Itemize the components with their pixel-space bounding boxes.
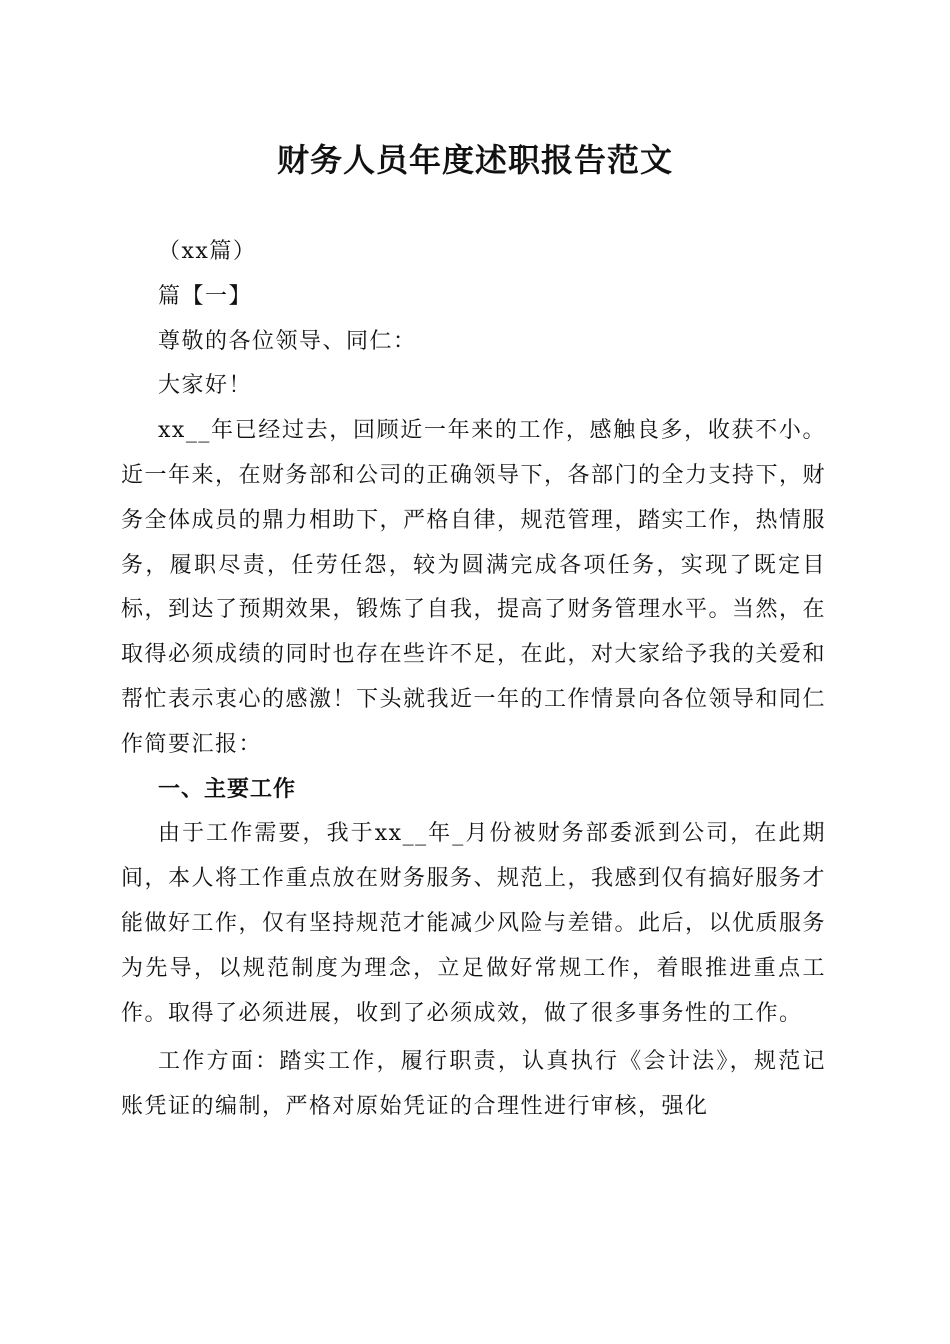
paragraph-intro: xx__年已经过去，回顾近一年来的工作，感触良多，收获不小。近一年来，在财务部和公司的正确领导下，各部门的全力支持下，财务全体成员的鼎力相助下，严格自律，规范管理，踏实工作，热情服务，履职尽责，任劳任怨，较为圆满完成各项任务，实现了既定目标，到达了预期效果，锻炼了自我，提高了财务管理水平。当然，在取得必须成绩的同时也存在些许不足，在此，对大家给予我的关爱和帮忙表示衷心的感激！下头就我近一年的工作情景向各位领导和同仁作简要汇报： [121, 418, 827, 757]
section-heading: 一、主要工作 [158, 776, 297, 802]
paragraph-pian-yi: 篇【一】 [158, 283, 253, 309]
document-body [121, 230, 826, 1130]
paragraph-main-work: 由于工作需要，我于xx__年_月份被财务部委派到公司，在此期间，本人将工作重点放在财务服务、规范上，我感到仅有搞好服务才能做好工作，仅有坚持规范才能减少风险与差错。此后，以优质服务为先导，以规范制度为理念，立足做好常规工作，着眼推进重点工作。取得了必须进展，收到了必须成效，做了很多事务性的工作。 [121, 821, 827, 1026]
document-title: 财务人员年度述职报告范文 [276, 141, 673, 179]
paragraph-xx-pian: （xx篇） [158, 239, 257, 264]
paragraph-salutation: 尊敬的各位领导、同仁： [158, 328, 417, 354]
paragraph-greeting: 大家好！ [158, 373, 253, 399]
paragraph-work-aspect: 工作方面：踏实工作，履行职责，认真执行《会计法》，规范记账凭证的编制，严格对原始凭证的合理性进行审核，强化 [121, 1049, 826, 1120]
